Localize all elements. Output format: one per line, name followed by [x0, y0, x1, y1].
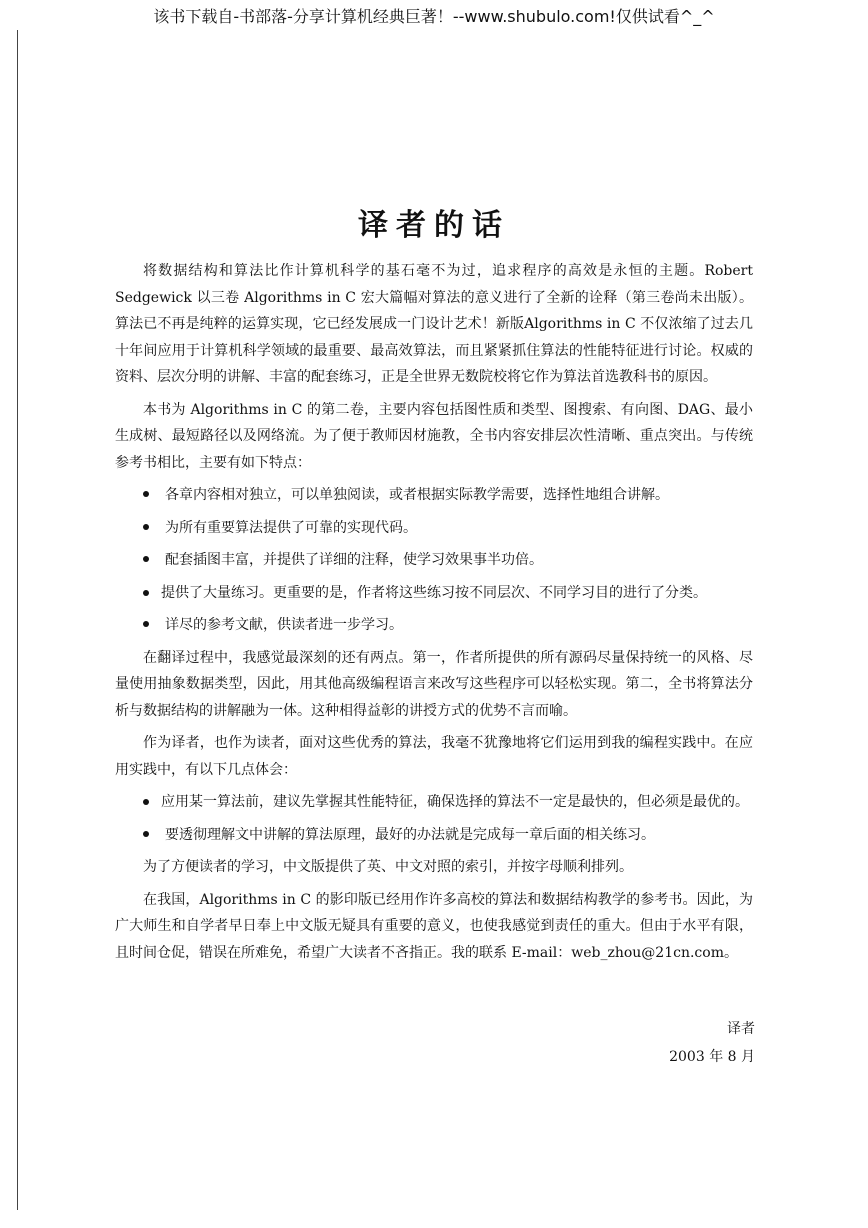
- download-banner: 该书下载自-书部落-分享计算机经典巨著！--www.shubulo.com!仅供试看^_^: [153, 7, 715, 26]
- list-item: [115, 515, 753, 542]
- list-item: [115, 612, 753, 639]
- list-item-text: 配套插图丰富，并提供了详细的注释，使学习效果事半功倍。: [165, 552, 543, 568]
- list-item: [115, 822, 753, 849]
- signature-name: 译者: [727, 1021, 755, 1037]
- page-title: 译者的话: [358, 208, 510, 243]
- list-item-text: 各章内容相对独立，可以单独阅读，或者根据实际教学需要，选择性地组合讲解。: [165, 487, 669, 503]
- list-item-text: 要透彻理解文中讲解的算法原理，最好的办法就是完成每一章后面的相关练习。: [165, 826, 655, 843]
- bullet-icon: [143, 831, 149, 837]
- list-item-text: 提供了大量练习。更重要的是，作者将这些练习按不同层次、不同学习目的进行了分类。: [161, 584, 707, 601]
- list-item: [115, 580, 753, 607]
- paragraph: 将数据结构和算法比作计算机科学的基石毫不为过，追求程序的高效是永恒的主题。Robert Sedgewick 以三卷 Algorithms in C 宏大篇幅对算法的意义进行了全新的诠释（第三卷尚未出版）。算法已不再是纯粹的运算实现，它已经发展成一门设计艺术！新版Algorithms in C 不仅浓缩了过去几十年间应用于计算机科学领域的最重要、最高效算法，而且紧紧抓住算法的性能特征进行讨论。权威的资料、层次分明的讲解、丰富的配套练习，正是全世界无数院校将它作为算法首选教科书的原因。: [115, 263, 753, 385]
- paragraph: 在翻译过程中，我感觉最深刻的还有两点。第一，作者所提供的所有源码尽量保持统一的风格、尽量使用抽象数据类型，因此，用其他高级编程语言来改写这些程序可以轻松实现。第二，全书将算法分析与数据结构的讲解融为一体。这种相得益彰的讲授方式的优势不言而喻。: [115, 649, 753, 719]
- bullet-icon: [143, 524, 149, 530]
- paragraph: 本书为 Algorithms in C 的第二卷，主要内容包括图性质和类型、图搜索、有向图、DAG、最小生成树、最短路径以及网络流。为了便于教师因材施教，全书内容安排层次性清晰、重点突出。与传统参考书相比，主要有如下特点：: [115, 401, 753, 471]
- paragraph: 为了方便读者的学习，中文版提供了英、中文对照的索引，并按字母顺利排列。: [143, 859, 633, 875]
- paragraph: 在我国，Algorithms in C 的影印版已经用作许多高校的算法和数据结构教学的参考书。因此，为广大师生和自学者早日奉上中文版无疑具有重要的意义，也使我感觉到责任的重大。但由于水平有限，且时间仓促，错误在所难免，希望广大读者不吝指正。我的联系 E-mail：web_zhou@21cn.com。: [115, 891, 753, 961]
- list-item: [115, 547, 753, 574]
- list-item-text: 为所有重要算法提供了可靠的实现代码。: [165, 519, 417, 536]
- bullet-icon: [143, 491, 149, 497]
- list-item: [115, 789, 753, 816]
- list-item-text: 应用某一算法前，建议先掌握其性能特征，确保选择的算法不一定是最快的，但必须是最优的。: [161, 794, 749, 810]
- bullet-icon: [143, 590, 149, 596]
- bullet-icon: [143, 799, 149, 805]
- list-item-text: 详尽的参考文献，供读者进一步学习。: [165, 617, 403, 633]
- body-text: [115, 258, 753, 972]
- signature-date: 2003 年 8 月: [669, 1049, 755, 1065]
- bullet-icon: [143, 621, 149, 627]
- paragraph: 作为译者，也作为读者，面对这些优秀的算法，我毫不犹豫地将它们运用到我的编程实践中。在应用实践中，有以下几点体会：: [115, 735, 753, 778]
- bullet-icon: [143, 556, 149, 562]
- list-item: [115, 482, 753, 509]
